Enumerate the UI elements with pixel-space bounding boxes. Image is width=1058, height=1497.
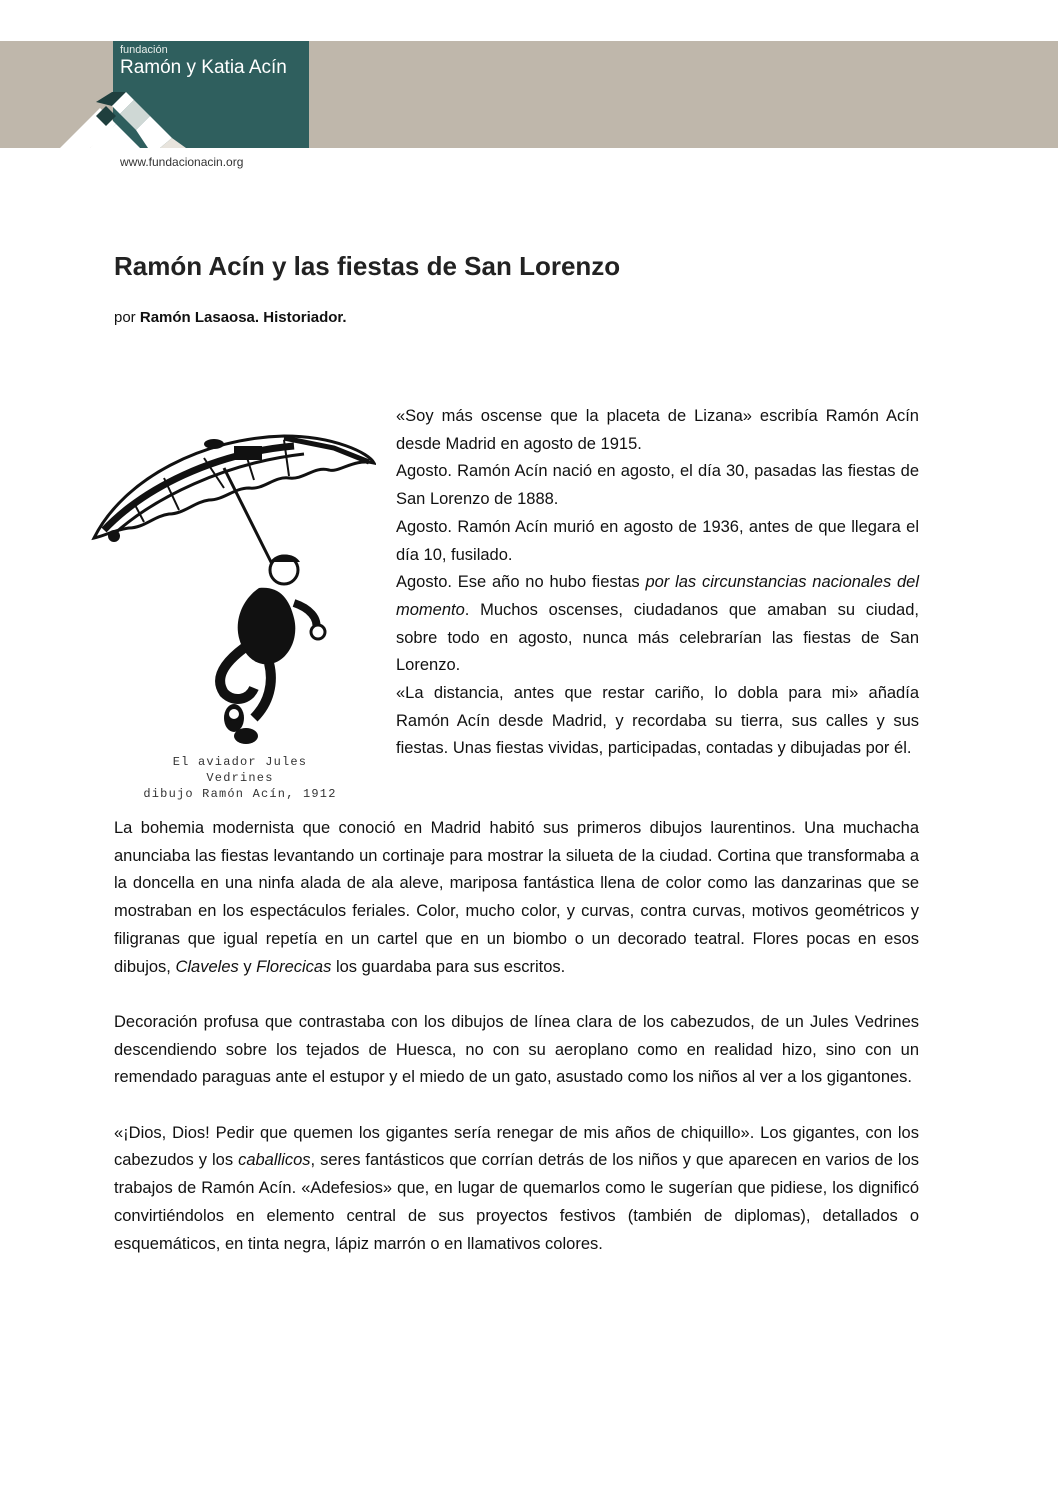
byline [114,309,347,326]
umbrella-aviator-drawing [84,418,376,748]
intro-paragraph: «Soy más oscense que la placeta de Lizana» escribía Ramón Acín desde Madrid en agosto de 1915. [396,407,919,453]
intro-paragraph: «La distancia, antes que restar cariño, lo dobla para mi» añadía Ramón Acín desde Madrid, y recordaba su tierra, sus calles y sus fiestas. Unas fiestas vividas, participadas, contadas y dibujadas por él. [396,684,919,758]
caption-line-1: El aviador Jules Vedrines [172,755,308,785]
body-paragraph: Decoración profusa que contrastaba con los dibujos de línea clara de los cabezudos, de un Jules Vedrines descendiendo sobre los tejados de Huesca, no con su aeroplano como en realidad hizo, sino con un remendado paraguas ante el estupor y el miedo de un gato, asustado como los niños al ver a los gigantones. [114,1012,919,1087]
text-run: y [238,957,257,976]
byline-author: Ramón Lasaosa. Historiador. [139,309,347,326]
body-paragraph [114,815,919,981]
intro-paragraph: Agosto. Ramón Acín nació en agosto, el día 30, pasadas las fiestas de San Lorenzo de 1888. [396,462,919,509]
italic-run: Florecicas [256,957,332,976]
logo-org-small: fundación [120,44,168,56]
logo-org-name: Ramón y Katia Acín [120,57,287,78]
figure-caption [140,754,340,802]
body-paragraph [114,1120,919,1259]
logo-geometric-mark [60,92,210,150]
italic-run: por las circunstancias nacionales del momento [396,573,920,619]
text-run: , seres fantásticos que corrían detrás de los niños y que aparecen en varios de los trabajos de Ramón Acín. «Adefesios» que, en lugar de quemarlos como le sugerían que pidiese, los dignificó convirtiéndolos en elemento central de sus proyectos festivos (también de diplomas), detallados o esquemáticos, en tinta negra, lápiz marrón o en llamativos colores. [114,1151,919,1253]
text-run: los guardaba para sus escritos. [331,957,566,976]
byline-prefix: por [114,309,136,326]
intro-column [396,403,919,763]
article-title: Ramón Acín y las fiestas de San Lorenzo [114,251,621,281]
text-run: . Muchos oscenses, ciudadanos que amaban su ciudad, sobre todo en agosto, nunca más celebrarían las fiestas de San Lorenzo. [396,600,919,675]
caption-line-2: dibujo Ramón Acín, 1912 [143,787,337,801]
italic-run: caballicos [238,1151,311,1170]
body-column [114,815,919,1286]
text-run: «¡Dios, Dios! Pedir que quemen los gigantes sería renegar de mis años de chiquillo». Los gigantes, con los cabezudos y los [114,1123,919,1170]
website-url[interactable]: www.fundacionacin.org [120,155,244,169]
intro-paragraph [396,569,919,680]
text-run: Agosto. Ese año no hubo fiestas [396,573,646,592]
italic-run: Claveles [175,957,239,976]
intro-paragraph: Agosto. Ramón Acín murió en agosto de 1936, antes de que llegara el día 10, fusilado. [396,517,919,564]
text-run: La bohemia modernista que conoció en Madrid habitó sus primeros dibujos laurentinos. Una muchacha anunciaba las fiestas levantando un cortinaje para mostrar la silueta de la ciudad. Cortina que transformaba a la doncella en una ninfa alada de ala aleve, mariposa fantástica llena de color como las danzarinas que se mostraban en los espectáculos feriales. Color, mucho color, y curvas, contra curvas, motivos geométricos y filigranas que igual repetía en un cartel que en un biombo o un decorado teatral. Flores pocas en esos dibujos, [114,819,919,976]
